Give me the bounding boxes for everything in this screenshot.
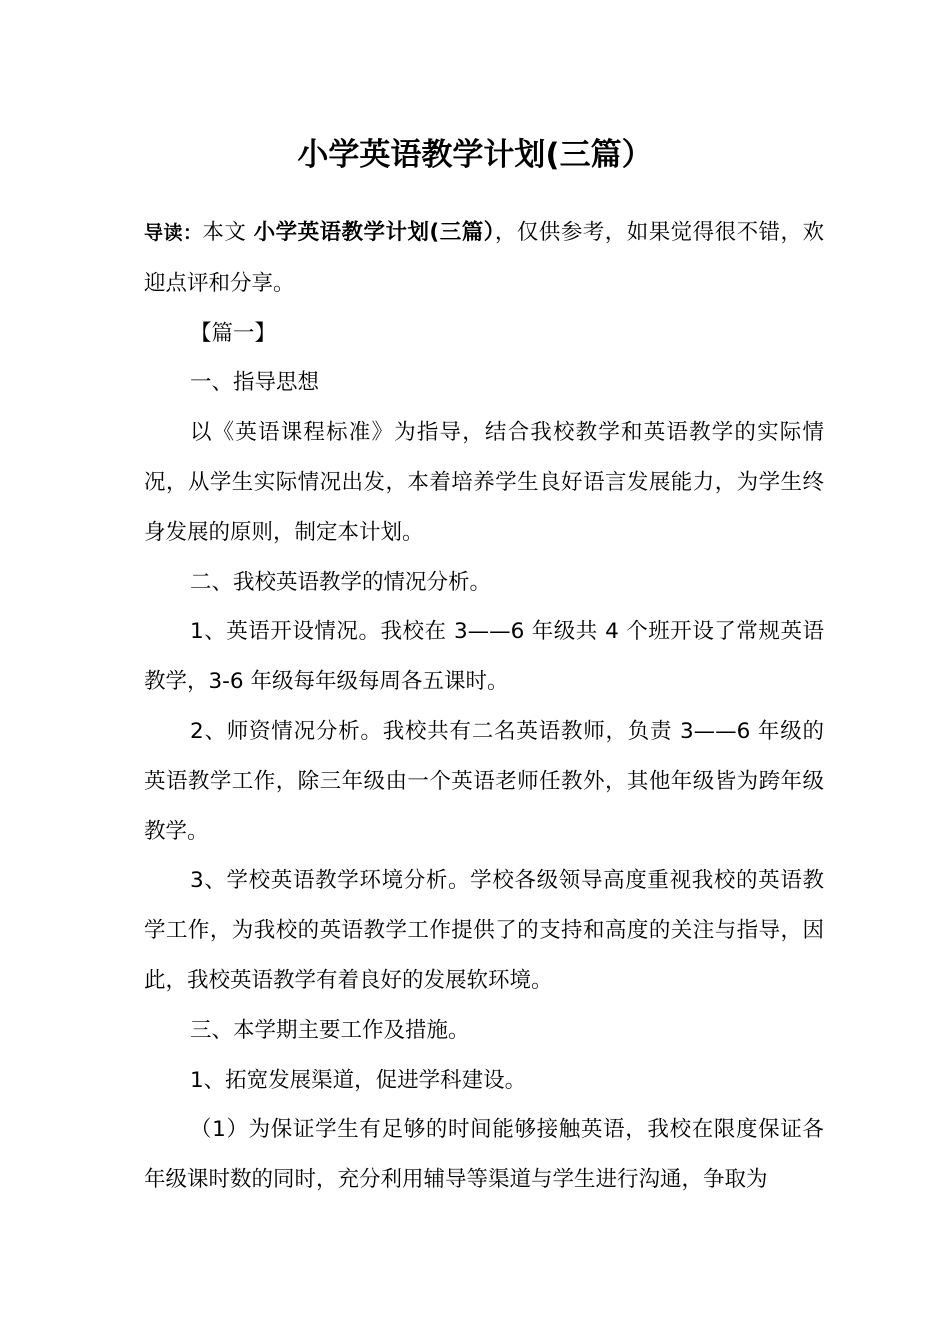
paragraph-course-setup: 1、英语开设情况。我校在 3——6 年级共 4 个班开设了常规英语教学，3-6 年级每年级每周各五课时。 — [144, 619, 824, 695]
intro-bold-title: 小学英语教学计划(三篇） — [253, 220, 495, 245]
document-body — [144, 208, 824, 1205]
document-title: 小学英语教学计划(三篇） — [297, 136, 653, 173]
paragraph-guiding-thought: 以《英语课程标准》为指导，结合我校教学和英语教学的实际情况，从学生实际情况出发，本着培养学生良好语言发展能力，为学生终身发展的原则，制定本计划。 — [144, 420, 824, 545]
intro-suffix: ，仅供参考，如果觉得很不错，欢迎点评和分享。 — [144, 220, 824, 296]
paragraph-teacher-analysis: 2、师资情况分析。我校共有二名英语教师，负责 3——6 年级的英语教学工作，除三年级由一个英语老师任教外，其他年级皆为跨年级教学。 — [144, 718, 824, 844]
paragraph-environment-analysis: 3、学校英语教学环境分析。学校各级领导高度重视我校的英语教学工作，为我校的英语教学工作提供了的支持和高度的关注与指导，因此，我校英语教学有着良好的发展软环境。 — [144, 868, 824, 993]
heading-situation-analysis: 二、我校英语教学的情况分析。 — [190, 569, 492, 595]
section-heading-part-one: 【篇一】 — [190, 320, 277, 346]
intro-label: 导读： — [144, 222, 203, 244]
intro-prefix: 本文 — [202, 220, 254, 245]
intro-paragraph — [144, 208, 824, 309]
paragraph-class-hours: （1）为保证学生有足够的时间能够接触英语，我校在限度保证各年级课时数的同时，充分利用辅导等渠道与学生进行沟通，争取为 — [144, 1117, 824, 1193]
heading-main-work: 三、本学期主要工作及措施。 — [190, 1017, 470, 1043]
subheading-channels: 1、拓宽发展渠道，促进学科建设。 — [190, 1067, 527, 1093]
heading-guiding-thought: 一、指导思想 — [190, 370, 320, 396]
